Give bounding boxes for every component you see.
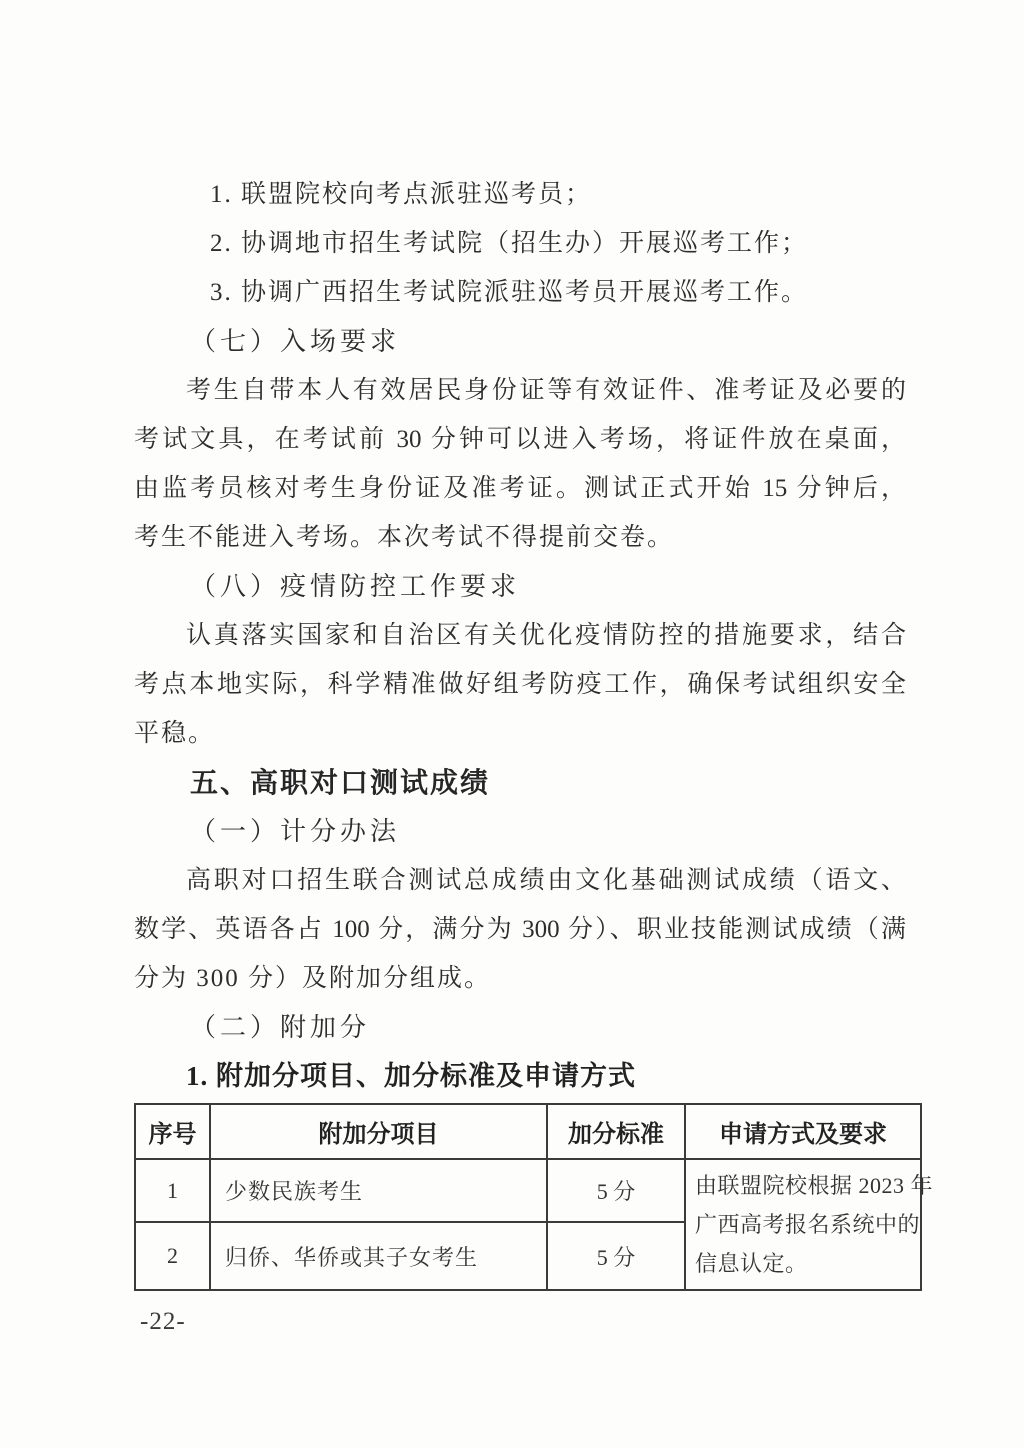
cell-row2-score: 5 分 [547, 1222, 685, 1290]
paragraph-line: 考生自带本人有效居民身份证等有效证件、准考证及必要的 [186, 377, 906, 404]
list-item-3: 3. 协调广西招生考试院派驻巡考员开展巡考工作。 [210, 279, 809, 306]
cell-row2-no: 2 [135, 1222, 210, 1290]
section-heading-entry-requirements: （七）入场要求 [190, 327, 401, 356]
section-heading-bonus-points: （二）附加分 [190, 1013, 371, 1042]
paragraph-line: 考试文具，在考试前 30 分钟可以进入考场，将证件放在桌面， [134, 426, 906, 453]
merged-note-line: 信息认定。 [695, 1251, 808, 1276]
header-cell-no: 序号 [135, 1104, 210, 1159]
paragraph-line: 考生不能进入考场。本次考试不得提前交卷。 [134, 524, 675, 551]
merged-note-line: 由联盟院校根据 2023 年 [695, 1173, 934, 1198]
cell-row1-no: 1 [135, 1159, 210, 1222]
list-item-2: 2. 协调地市招生考试院（招生办）开展巡考工作； [210, 230, 809, 257]
table-title: 1. 附加分项目、加分标准及申请方式 [186, 1061, 636, 1091]
paragraph-line: 考点本地实际，科学精准做好组考防疫工作，确保考试组织安全 [134, 671, 906, 698]
paragraph-line: 分为 300 分）及附加分组成。 [134, 965, 492, 992]
merged-note-line: 广西高考报名系统中的 [695, 1212, 921, 1237]
header-cell-req: 申请方式及要求 [685, 1104, 921, 1159]
cell-row1-score: 5 分 [547, 1159, 685, 1222]
cell-merged-requirements [685, 1159, 934, 1290]
section-heading-epidemic-control: （八）疫情防控工作要求 [190, 572, 521, 601]
paragraph-line: 认真落实国家和自治区有关优化疫情防控的措施要求，结合 [186, 622, 906, 649]
chapter-heading-test-scores: 五、高职对口测试成绩 [190, 767, 491, 798]
table-header-row [135, 1104, 921, 1159]
cell-row1-item: 少数民族考生 [210, 1159, 547, 1222]
bonus-points-table [134, 1103, 934, 1291]
cell-row2-item: 归侨、华侨或其子女考生 [210, 1222, 547, 1290]
paragraph-line: 高职对口招生联合测试总成绩由文化基础测试成绩（语文、 [186, 867, 906, 894]
section-heading-scoring-method: （一）计分办法 [190, 817, 401, 846]
header-cell-item: 附加分项目 [210, 1104, 547, 1159]
list-item-1: 1. 联盟院校向考点派驻巡考员； [210, 181, 593, 208]
header-cell-score: 加分标准 [547, 1104, 685, 1159]
page-number: -22- [140, 1308, 186, 1335]
table-row [135, 1159, 921, 1222]
paragraph-line: 数学、英语各占 100 分，满分为 300 分）、职业技能测试成绩（满 [134, 916, 906, 943]
paragraph-line: 由监考员核对考生身份证及准考证。测试正式开始 15 分钟后， [134, 475, 906, 502]
paragraph-line: 平稳。 [134, 720, 216, 747]
